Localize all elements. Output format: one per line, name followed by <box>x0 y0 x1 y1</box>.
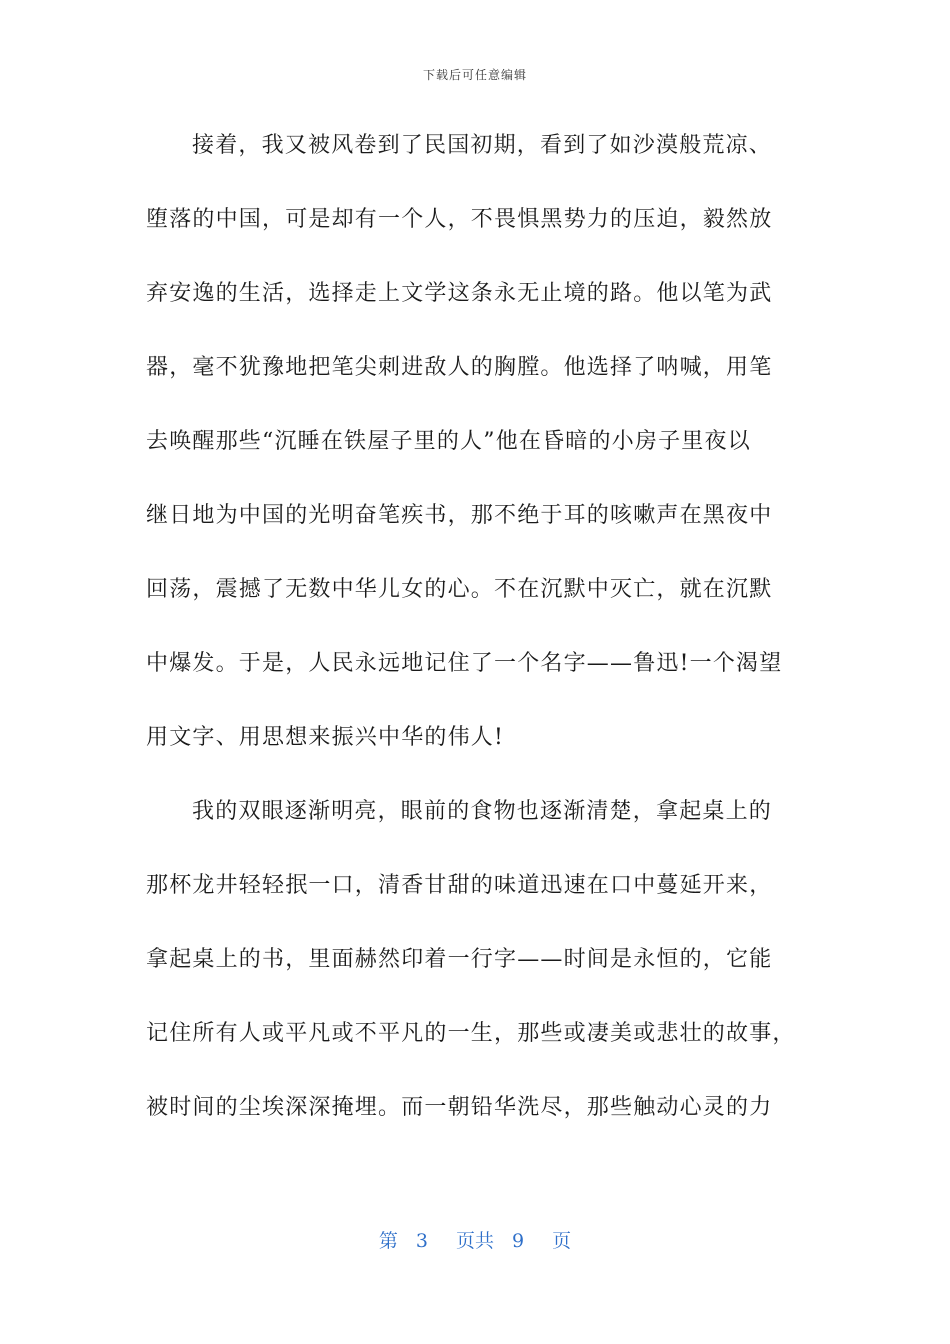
body-text <box>146 120 806 1156</box>
paragraph-line: 用文字、用思想来振兴中华的伟人! <box>146 725 505 750</box>
paragraph-line: 弃安逸的生活，选择走上文学这条永无止境的路。他以笔为武 <box>146 281 773 306</box>
footer-suffix: 页 <box>552 1230 572 1252</box>
header-note: 下载后可任意编辑 <box>422 68 527 82</box>
paragraph-line: 记住所有人或平凡或不平凡的一生，那些或凄美或悲壮的故事， <box>146 1021 796 1046</box>
paragraph-line: 中爆发。于是，人民永远地记住了一个名字——鲁迅!一个渴望 <box>146 651 783 676</box>
footer-prefix: 第 <box>378 1230 398 1252</box>
current-page-number: 3 <box>415 1230 428 1252</box>
total-pages-number: 9 <box>512 1230 525 1252</box>
paragraph-line: 我的双眼逐渐明亮，眼前的食物也逐渐清楚，拿起桌上的 <box>192 799 773 824</box>
paragraph-line: 那杯龙井轻轻抿一口，清香甘甜的味道迅速在口中蔓延开来， <box>146 873 773 898</box>
paragraph-line: 继日地为中国的光明奋笔疾书，那不绝于耳的咳嗽声在黑夜中 <box>146 503 773 528</box>
paragraph-line: 拿起桌上的书，里面赫然印着一行字——时间是永恒的，它能 <box>146 947 773 972</box>
footer-middle: 页共 <box>455 1230 494 1252</box>
paragraph-line: 接着，我又被风卷到了民国初期，看到了如沙漠般荒凉、 <box>192 133 773 158</box>
paragraph-line: 堕落的中国，可是却有一个人，不畏惧黑势力的压迫，毅然放 <box>146 207 773 232</box>
paragraph-line: 被时间的尘埃深深掩埋。而一朝铅华洗尽，那些触动心灵的力 <box>146 1095 773 1120</box>
paragraph-line: 去唤醒那些“沉睡在铁屋子里的人”他在昏暗的小房子里夜以 <box>146 429 751 454</box>
paragraph-line: 回荡，震撼了无数中华儿女的心。不在沉默中灭亡，就在沉默 <box>146 577 773 602</box>
paragraph-line: 器，毫不犹豫地把笔尖刺进敌人的胸膛。他选择了呐喊，用笔 <box>146 355 773 380</box>
page-footer <box>0 1226 950 1253</box>
